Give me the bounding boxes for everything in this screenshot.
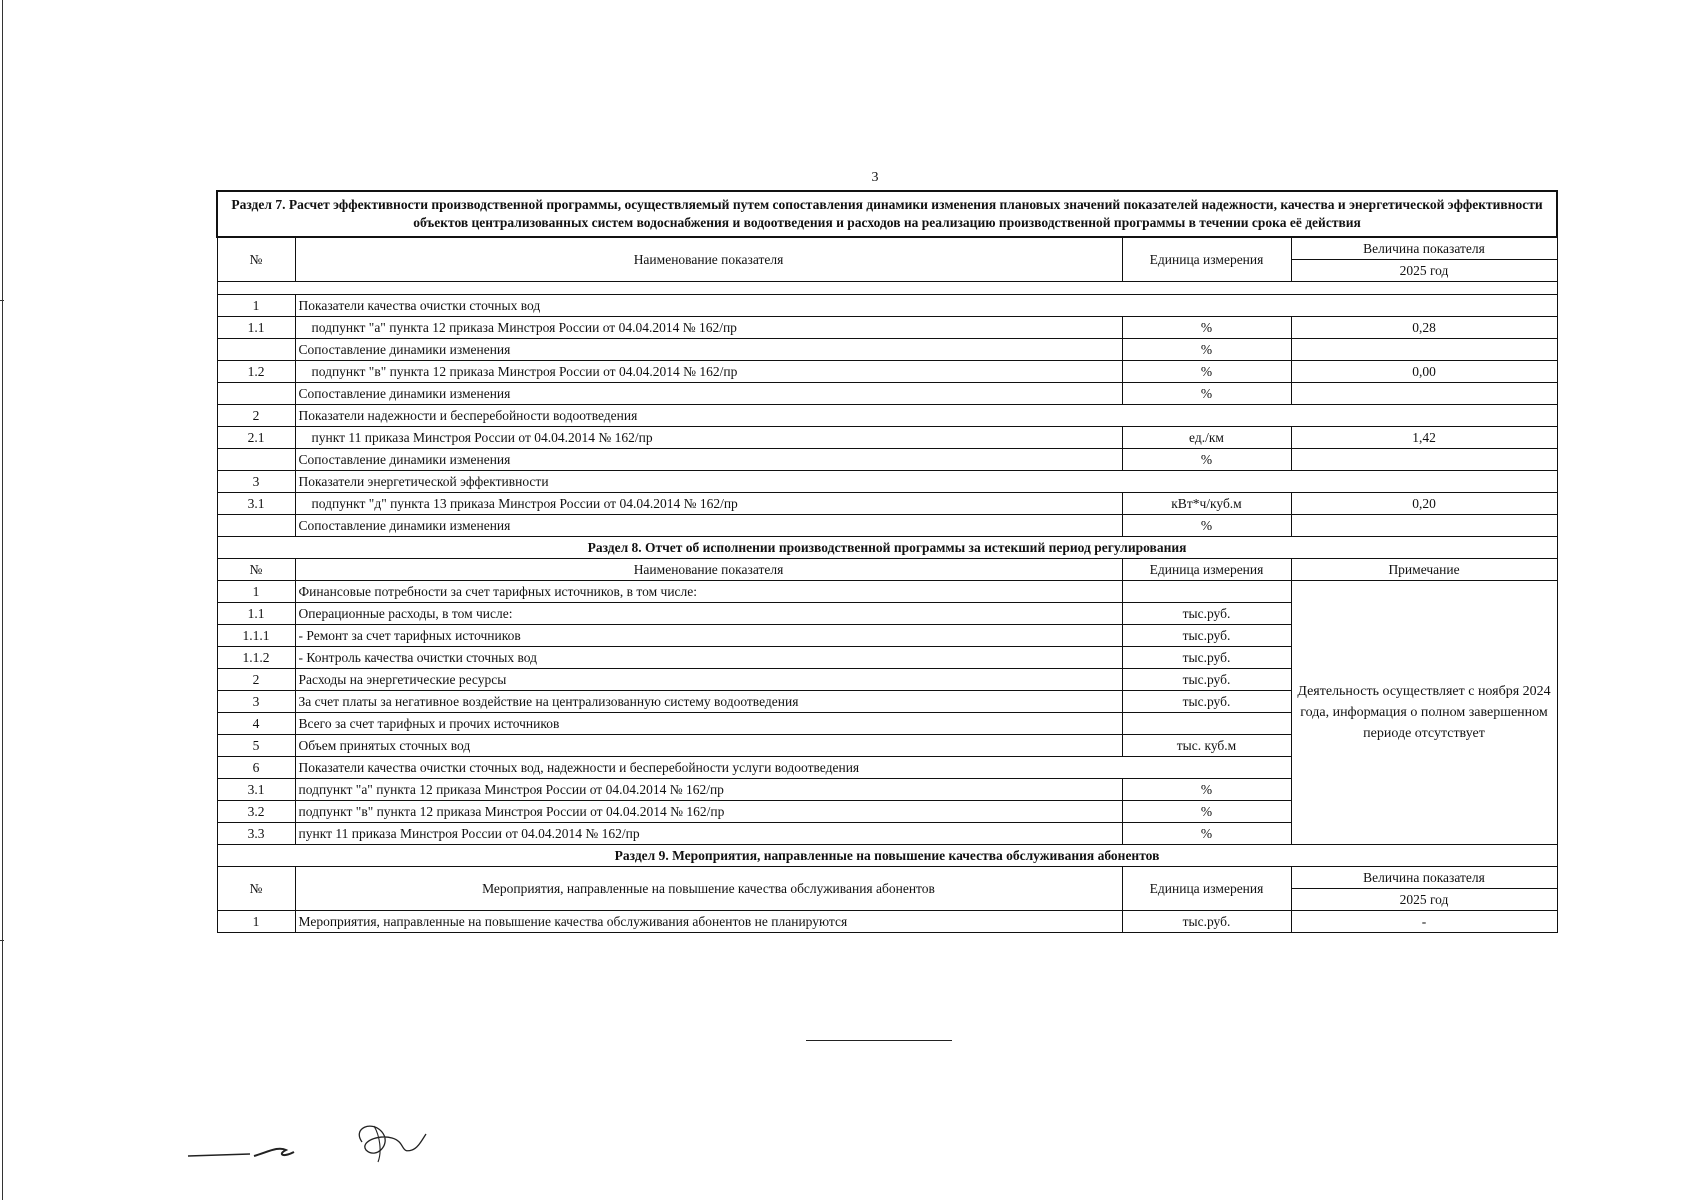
section8-header-note: Примечание <box>1291 559 1557 581</box>
row-num: 3 <box>217 691 295 713</box>
row-unit: % <box>1122 383 1291 405</box>
row-name: Операционные расходы, в том числе: <box>295 603 1122 625</box>
row-name: Расходы на энергетические ресурсы <box>295 669 1122 691</box>
row-name: Всего за счет тарифных и прочих источников <box>295 713 1122 735</box>
row-num: 5 <box>217 735 295 757</box>
row-name: Объем принятых сточных вод <box>295 735 1122 757</box>
page-number: 3 <box>871 170 879 185</box>
section7-header-name: Наименование показателя <box>295 237 1122 282</box>
row-unit: % <box>1122 823 1291 845</box>
row-value: 0,28 <box>1291 317 1557 339</box>
row-unit <box>1122 581 1291 603</box>
scan-edge-tick <box>0 940 4 941</box>
row-name: подпункт "в" пункта 12 приказа Минстроя России от 04.04.2014 № 162/пр <box>295 801 1122 823</box>
row-value: - <box>1291 911 1557 933</box>
scan-edge-line <box>2 0 3 1200</box>
table-row <box>217 515 1557 537</box>
section8-title: Раздел 8. Отчет об исполнении производственной программы за истекший период регулирования <box>217 537 1557 559</box>
section8-header-name: Наименование показателя <box>295 559 1122 581</box>
row-unit: тыс. куб.м <box>1122 735 1291 757</box>
section7-header-num: № <box>217 237 295 282</box>
row-name: подпункт "а" пункта 12 приказа Минстроя России от 04.04.2014 № 162/пр <box>295 317 1122 339</box>
row-num: 1.1.1 <box>217 625 295 647</box>
row-unit: ед./км <box>1122 427 1291 449</box>
row-value <box>1291 449 1557 471</box>
row-unit: тыс.руб. <box>1122 669 1291 691</box>
table-row <box>217 493 1557 515</box>
row-name: - Ремонт за счет тарифных источников <box>295 625 1122 647</box>
section9-header-unit: Единица измерения <box>1122 867 1291 911</box>
row-name: Сопоставление динамики изменения <box>295 515 1122 537</box>
table-row <box>217 911 1557 933</box>
row-unit: % <box>1122 801 1291 823</box>
table-row <box>217 339 1557 361</box>
row-unit: тыс.руб. <box>1122 691 1291 713</box>
row-name: Финансовые потребности за счет тарифных источников, в том числе: <box>295 581 1122 603</box>
row-unit: тыс.руб. <box>1122 603 1291 625</box>
row-name: Сопоставление динамики изменения <box>295 339 1122 361</box>
row-unit: % <box>1122 361 1291 383</box>
row-unit: % <box>1122 449 1291 471</box>
table-row <box>217 581 1557 603</box>
table-row <box>217 383 1557 405</box>
section9-header-value: Величина показателя <box>1291 867 1557 889</box>
divider-line <box>806 1040 952 1041</box>
section9-header-num: № <box>217 867 295 911</box>
row-num: 1.1.2 <box>217 647 295 669</box>
row-name: Показатели качества очистки сточных вод, надежности и бесперебойности услуги водоотведения <box>295 757 1291 779</box>
row-value <box>1291 383 1557 405</box>
row-num: 2 <box>217 669 295 691</box>
row-num: 3.1 <box>217 779 295 801</box>
row-name: подпункт "в" пункта 12 приказа Минстроя России от 04.04.2014 № 162/пр <box>295 361 1122 383</box>
report-table <box>216 190 1558 933</box>
table-row <box>217 449 1557 471</box>
row-unit: тыс.руб. <box>1122 911 1291 933</box>
row-unit: % <box>1122 339 1291 361</box>
row-num: 1 <box>217 911 295 933</box>
row-unit: тыс.руб. <box>1122 625 1291 647</box>
row-num: 6 <box>217 757 295 779</box>
row-name: Сопоставление динамики изменения <box>295 449 1122 471</box>
row-num: 1 <box>217 295 295 317</box>
row-name: Показатели качества очистки сточных вод <box>295 295 1557 317</box>
row-name: пункт 11 приказа Минстроя России от 04.04.2014 № 162/пр <box>295 823 1122 845</box>
row-value: 1,42 <box>1291 427 1557 449</box>
row-value <box>1291 515 1557 537</box>
row-name: За счет платы за негативное воздействие на централизованную систему водоотведения <box>295 691 1122 713</box>
row-num <box>217 383 295 405</box>
spacer-row <box>217 282 1557 295</box>
signature-mark <box>186 1112 456 1176</box>
row-num: 3 <box>217 471 295 493</box>
row-name: - Контроль качества очистки сточных вод <box>295 647 1122 669</box>
row-num: 3.3 <box>217 823 295 845</box>
row-num: 1.1 <box>217 317 295 339</box>
table-row <box>217 295 1557 317</box>
row-num: 3.1 <box>217 493 295 515</box>
row-num: 1.1 <box>217 603 295 625</box>
row-num: 2.1 <box>217 427 295 449</box>
row-unit: кВт*ч/куб.м <box>1122 493 1291 515</box>
row-num <box>217 449 295 471</box>
section9-header-name: Мероприятия, направленные на повышение качества обслуживания абонентов <box>295 867 1122 911</box>
row-num <box>217 339 295 361</box>
section8-header-unit: Единица измерения <box>1122 559 1291 581</box>
row-value: 0,20 <box>1291 493 1557 515</box>
section7-title: Раздел 7. Расчет эффективности производственной программы, осуществляемый путем сопоставления динамики изменения плановых значений показателей надежности, качества и энергетической эффективности объектов централизованных систем водоснабжения и водоотведения и расходов на реализацию производственной программы в течении срока её действия <box>217 191 1557 237</box>
table-row <box>217 317 1557 339</box>
row-name: Сопоставление динамики изменения <box>295 383 1122 405</box>
row-name: Мероприятия, направленные на повышение качества обслуживания абонентов не планируются <box>295 911 1122 933</box>
row-unit: % <box>1122 515 1291 537</box>
section9-header-year: 2025 год <box>1291 889 1557 911</box>
row-num: 1.2 <box>217 361 295 383</box>
row-num <box>217 515 295 537</box>
table-row <box>217 471 1557 493</box>
row-num: 3.2 <box>217 801 295 823</box>
row-num: 1 <box>217 581 295 603</box>
scan-edge-tick <box>0 300 4 301</box>
row-name: Показатели энергетической эффективности <box>295 471 1557 493</box>
section7-header-value: Величина показателя <box>1291 237 1557 260</box>
row-name: подпункт "а" пункта 12 приказа Минстроя России от 04.04.2014 № 162/пр <box>295 779 1122 801</box>
row-unit: тыс.руб. <box>1122 647 1291 669</box>
section9-title: Раздел 9. Мероприятия, направленные на повышение качества обслуживания абонентов <box>217 845 1557 867</box>
table-row <box>217 361 1557 383</box>
section7-header-unit: Единица измерения <box>1122 237 1291 282</box>
row-num: 4 <box>217 713 295 735</box>
row-name: пункт 11 приказа Минстроя России от 04.04.2014 № 162/пр <box>295 427 1122 449</box>
section8-header-num: № <box>217 559 295 581</box>
row-num: 2 <box>217 405 295 427</box>
row-value <box>1291 339 1557 361</box>
row-name: Показатели надежности и бесперебойности водоотведения <box>295 405 1557 427</box>
row-value: 0,00 <box>1291 361 1557 383</box>
table-row <box>217 405 1557 427</box>
row-unit: % <box>1122 779 1291 801</box>
table-row <box>217 427 1557 449</box>
row-name: подпункт "д" пункта 13 приказа Минстроя России от 04.04.2014 № 162/пр <box>295 493 1122 515</box>
section7-header-year: 2025 год <box>1291 260 1557 282</box>
section8-note: Деятельность осуществляет с ноября 2024 года, информация о полном завершенном периоде отсутствует <box>1291 581 1557 845</box>
row-unit <box>1122 713 1291 735</box>
row-unit: % <box>1122 317 1291 339</box>
